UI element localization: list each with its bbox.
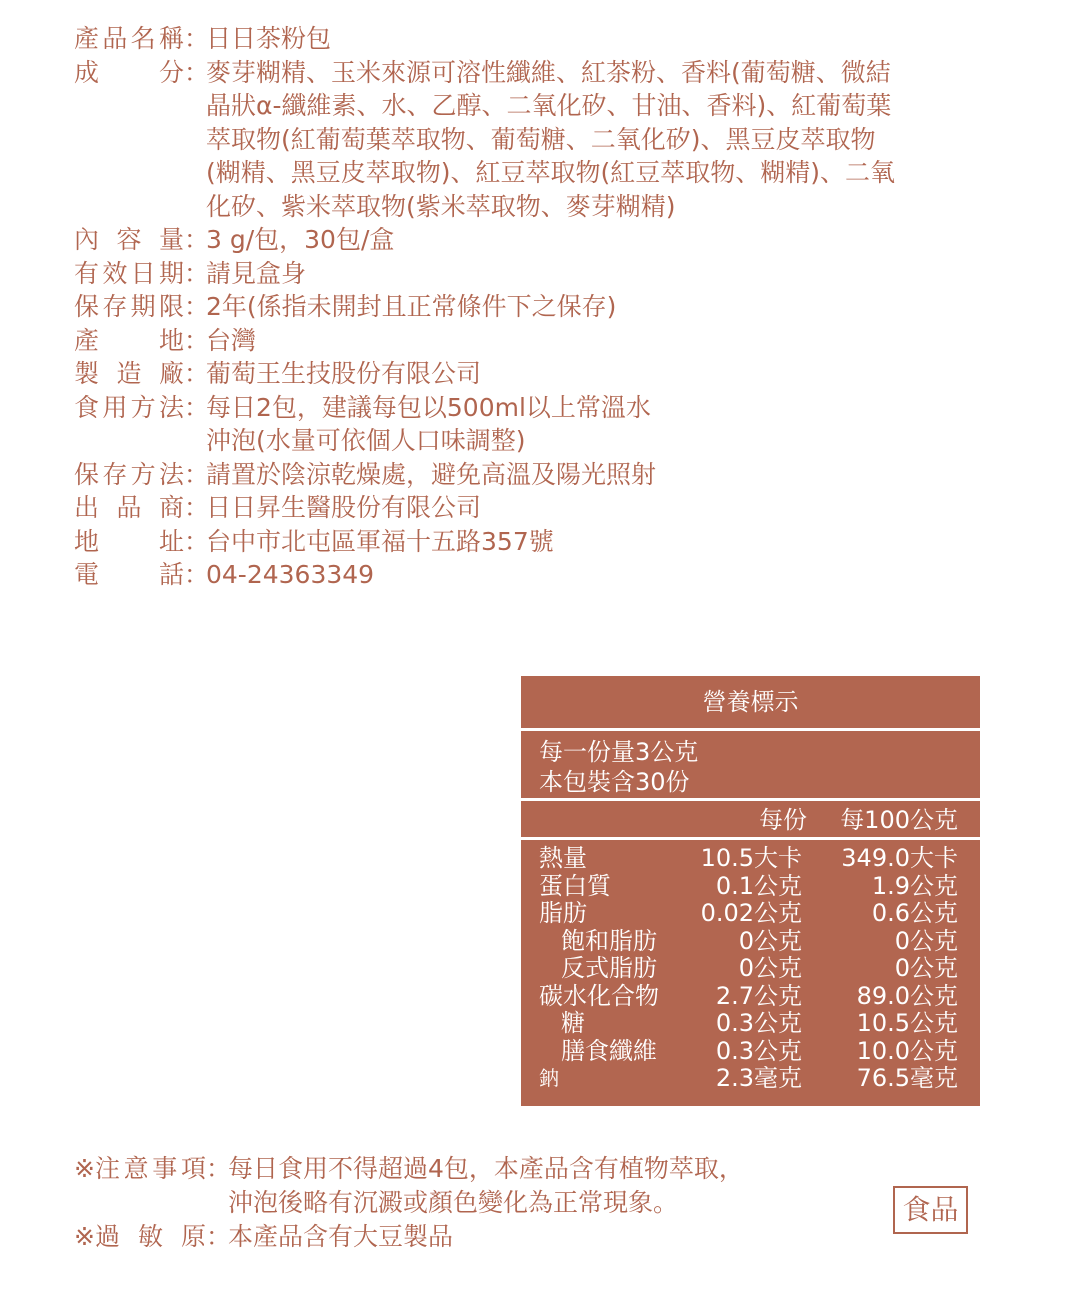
label-char: 名 xyxy=(130,24,156,53)
info-label xyxy=(74,257,184,291)
label-char: 意 xyxy=(123,1154,149,1183)
divider xyxy=(521,837,980,840)
serving-info xyxy=(539,737,698,797)
info-row xyxy=(74,424,1004,458)
info-row xyxy=(74,357,1004,391)
info-label xyxy=(74,223,184,257)
nutrition-facts-table xyxy=(521,676,980,1106)
per-serving-value: 2.7公克 xyxy=(715,981,802,1010)
table-row xyxy=(521,982,980,1010)
divider xyxy=(521,798,980,801)
info-label xyxy=(74,391,184,425)
label-char: 址 xyxy=(158,526,184,556)
note-label xyxy=(74,1220,206,1254)
label-char: 事 xyxy=(152,1154,178,1183)
info-row xyxy=(74,56,1004,90)
per-serving-value: 0.1公克 xyxy=(715,871,802,900)
label-char: ※注 xyxy=(74,1154,120,1183)
info-row xyxy=(74,223,1004,257)
per-100g-value: 0.6公克 xyxy=(871,899,958,927)
per-serving-value: 0.3公克 xyxy=(715,1009,802,1037)
per-serving-value: 10.5大卡 xyxy=(700,844,802,872)
label-char: 量 xyxy=(158,225,184,254)
label-char: ※過 xyxy=(74,1222,120,1251)
nutrient-name: 反式脂肪 xyxy=(561,954,657,982)
nutrient-name: 鈉 xyxy=(539,1066,559,1090)
per-serving-value: 0.02公克 xyxy=(700,899,802,927)
info-label xyxy=(74,190,184,224)
label-char: 保 xyxy=(74,292,100,321)
colon xyxy=(206,1186,228,1220)
label-char: 用 xyxy=(102,392,128,422)
per-100g-value: 89.0公克 xyxy=(856,981,958,1010)
info-value: 台灣 xyxy=(206,325,257,355)
note-row xyxy=(74,1152,874,1186)
colon xyxy=(184,156,206,190)
info-row xyxy=(74,156,1004,190)
table-row xyxy=(521,844,980,872)
label-char: 有 xyxy=(74,258,100,288)
info-label xyxy=(74,22,184,56)
info-label xyxy=(74,123,184,157)
label-char: 商 xyxy=(158,493,184,522)
serving-size: 每一份量3公克 xyxy=(539,738,699,766)
label-char: 成 xyxy=(74,57,100,87)
info-value: 每日2包，建議每包以500ml以上常溫水 xyxy=(206,392,651,422)
label-char: 項 xyxy=(180,1154,206,1183)
table-row xyxy=(521,1037,980,1065)
info-row xyxy=(74,324,1004,358)
label-char: 期 xyxy=(130,292,156,321)
table-row xyxy=(521,1009,980,1037)
label-char: 限 xyxy=(158,292,184,321)
info-label xyxy=(74,290,184,324)
info-value: 晶狀α-纖維素、水、乙醇、二氧化矽、甘油、香料)、紅葡萄葉 xyxy=(206,91,892,120)
label-char: 產 xyxy=(74,24,100,53)
label-char: 地 xyxy=(158,325,184,355)
product-info xyxy=(74,22,1004,592)
colon: ： xyxy=(184,292,210,321)
food-badge: 食品 xyxy=(893,1186,968,1234)
info-value: 04-24363349 xyxy=(206,560,375,589)
per-serving-value: 0.3公克 xyxy=(715,1036,802,1065)
per-serving-value: 0公克 xyxy=(738,954,802,982)
colon xyxy=(184,424,206,458)
info-value: 日日茶粉包 xyxy=(206,24,332,53)
note-value: 本產品含有大豆製品 xyxy=(228,1222,454,1251)
label-char: 稱 xyxy=(158,24,184,53)
info-label xyxy=(74,357,184,391)
info-row xyxy=(74,123,1004,157)
info-row xyxy=(74,290,1004,324)
info-label xyxy=(74,525,184,559)
info-label xyxy=(74,458,184,492)
label-char: 存 xyxy=(102,459,128,489)
nutrient-name: 脂肪 xyxy=(539,899,587,927)
label-char: 存 xyxy=(102,292,128,321)
info-row xyxy=(74,190,1004,224)
per-100g-value: 0公克 xyxy=(894,926,958,955)
label-char: 容 xyxy=(116,225,142,254)
table-row xyxy=(521,1064,980,1092)
info-value: 麥芽糊精、玉米來源可溶性纖維、紅茶粉、香料(葡萄糖、微結 xyxy=(206,57,891,87)
colon: ： xyxy=(184,57,210,87)
label-char: 方 xyxy=(130,392,156,422)
nutrient-name: 糖 xyxy=(561,1009,585,1037)
note-label xyxy=(74,1152,206,1186)
info-row xyxy=(74,22,1004,56)
colon: ： xyxy=(184,493,210,522)
colon: ： xyxy=(184,526,210,556)
info-row xyxy=(74,257,1004,291)
colon: ： xyxy=(184,459,210,489)
info-label xyxy=(74,324,184,358)
label-char: 地 xyxy=(74,526,100,556)
colon: ： xyxy=(206,1222,232,1251)
info-label xyxy=(74,89,184,123)
nutrient-name: 碳水化合物 xyxy=(539,981,659,1010)
colon xyxy=(184,190,206,224)
nutrient-name: 飽和脂肪 xyxy=(561,926,657,955)
colon: ： xyxy=(184,325,210,355)
label-char: 原 xyxy=(180,1222,206,1251)
nutrient-name: 熱量 xyxy=(539,844,587,872)
note-row xyxy=(74,1220,874,1254)
label-char: 電 xyxy=(74,560,100,589)
per-100g-value: 349.0大卡 xyxy=(841,844,958,872)
nutrient-name: 膳食纖維 xyxy=(561,1036,657,1065)
note-label xyxy=(74,1186,206,1220)
colon: ： xyxy=(184,560,210,589)
info-row xyxy=(74,525,1004,559)
label-char: 日 xyxy=(130,258,156,288)
per-100g-value: 76.5毫克 xyxy=(856,1064,958,1092)
per-100g-value: 1.9公克 xyxy=(871,871,958,900)
info-row xyxy=(74,491,1004,525)
label-char: 產 xyxy=(74,325,100,355)
info-value: 萃取物(紅葡萄葉萃取物、葡萄糖、二氧化矽)、黑豆皮萃取物 xyxy=(206,124,876,154)
info-row xyxy=(74,89,1004,123)
label-char: 方 xyxy=(130,459,156,489)
label-char: 保 xyxy=(74,459,100,489)
column-header-per-serving: 每份 xyxy=(759,806,807,834)
note-value: 沖泡後略有沉澱或顏色變化為正常現象。 xyxy=(228,1188,679,1217)
colon: ： xyxy=(184,225,210,254)
colon xyxy=(184,89,206,123)
label-char: 期 xyxy=(158,258,184,288)
info-row xyxy=(74,558,1004,592)
colon: ： xyxy=(184,24,210,53)
divider xyxy=(521,728,980,731)
info-label xyxy=(74,56,184,90)
info-label xyxy=(74,156,184,190)
label-char: 品 xyxy=(116,493,142,522)
colon: ： xyxy=(206,1154,232,1183)
info-value: (糊精、黑豆皮萃取物)、紅豆萃取物(紅豆萃取物、糊精)、二氧 xyxy=(206,158,896,187)
label-char: 製 xyxy=(74,359,100,388)
info-value: 請置於陰涼乾燥處，避免高溫及陽光照射 xyxy=(206,459,657,489)
info-value: 2年(係指未開封且正常條件下之保存) xyxy=(206,292,617,321)
table-row xyxy=(521,954,980,982)
per-100g-value: 10.5公克 xyxy=(856,1009,958,1037)
label-char: 法 xyxy=(158,392,184,422)
label-char: 食 xyxy=(74,392,100,422)
servings-per-pack: 本包裝含30份 xyxy=(539,768,690,796)
info-value: 3 g/包，30包/盒 xyxy=(206,225,395,254)
note-value: 每日食用不得超過4包，本產品含有植物萃取， xyxy=(228,1154,744,1183)
notes-section xyxy=(74,1152,874,1254)
column-header-per-100g: 每100公克 xyxy=(840,806,958,834)
label-char: 造 xyxy=(116,359,142,388)
info-row xyxy=(74,391,1004,425)
info-label xyxy=(74,558,184,592)
table-row xyxy=(521,872,980,900)
table-row xyxy=(521,927,980,955)
note-row xyxy=(74,1186,874,1220)
nutrient-name: 蛋白質 xyxy=(539,871,611,900)
nutrition-rows xyxy=(521,844,980,1092)
info-value: 葡萄王生技股份有限公司 xyxy=(206,359,482,388)
label-char: 分 xyxy=(158,57,184,87)
info-row xyxy=(74,458,1004,492)
label-char: 出 xyxy=(74,493,100,522)
per-100g-value: 10.0公克 xyxy=(856,1036,958,1065)
colon: ： xyxy=(184,359,210,388)
info-label xyxy=(74,491,184,525)
label-char: 品 xyxy=(102,24,128,53)
label-char: 效 xyxy=(102,258,128,288)
label-char: 話 xyxy=(158,560,184,589)
per-serving-value: 0公克 xyxy=(738,926,802,955)
nutrition-title: 營養標示 xyxy=(702,688,799,716)
info-label xyxy=(74,424,184,458)
info-value: 沖泡(水量可依個人口味調整) xyxy=(206,426,526,455)
info-value: 台中市北屯區軍福十五路357號 xyxy=(206,526,554,556)
info-value: 日日昇生醫股份有限公司 xyxy=(206,493,482,522)
label-char: 敏 xyxy=(137,1222,163,1251)
info-value: 請見盒身 xyxy=(206,258,307,288)
label-char: 內 xyxy=(74,225,100,254)
table-row xyxy=(521,899,980,927)
per-100g-value: 0公克 xyxy=(894,954,958,982)
colon: ： xyxy=(184,392,210,422)
per-serving-value: 2.3毫克 xyxy=(715,1064,802,1092)
info-value: 化矽、紫米萃取物(紫米萃取物、麥芽糊精) xyxy=(206,191,676,221)
colon: ： xyxy=(184,258,210,288)
label-char: 法 xyxy=(158,459,184,489)
label-char: 廠 xyxy=(158,359,184,388)
colon xyxy=(184,123,206,157)
